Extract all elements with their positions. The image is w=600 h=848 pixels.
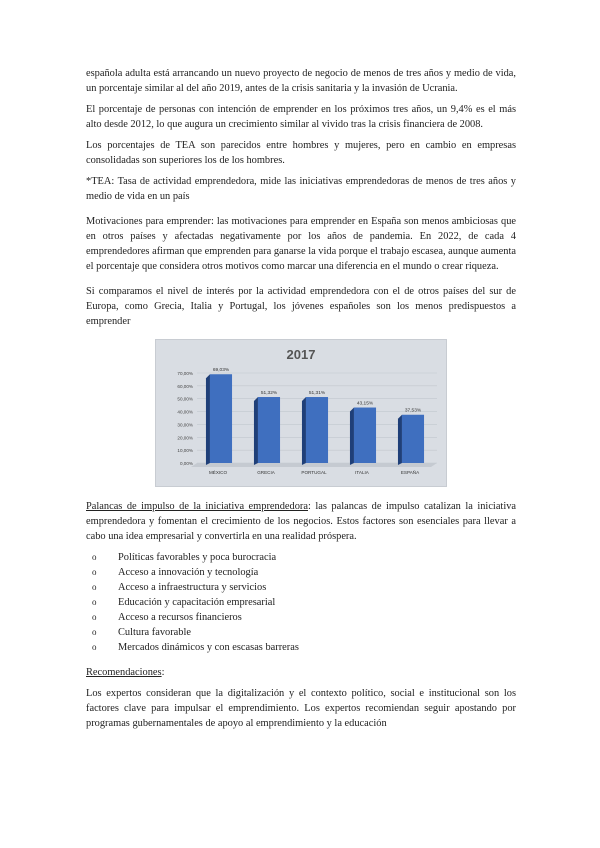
paragraph-gender: Los porcentajes de TEA son parecidos entre hombres y mujeres, pero en cambio en empresas consolidadas son superiores los de los hombres. xyxy=(86,140,516,166)
list-item xyxy=(92,550,516,565)
y-tick-label: 10,00% xyxy=(177,448,193,454)
paragraph-comparison: Si comparamos el nivel de interés por la actividad emprendedora con el de otros países del sur de Europa, como Grecia, Italia y Portugal, los jóvenes españoles son los menos predispuestos a emprender xyxy=(86,286,516,327)
list-item xyxy=(92,595,516,610)
list-item-text: Políticas favorables y poca burocracia xyxy=(118,552,277,563)
bullet-marker: o xyxy=(92,612,97,622)
x-tick-label: ESPAÑA xyxy=(400,470,420,475)
bar xyxy=(210,374,232,463)
bar-side xyxy=(398,415,402,465)
data-label: 69,03% xyxy=(212,368,230,374)
levers-heading: Palancas de impulso de la iniciativa emprendedora xyxy=(86,501,308,512)
recommendations-heading: Recomendaciones xyxy=(86,667,162,678)
x-tick-label: PORTUGAL xyxy=(301,470,327,475)
bullet-marker: o xyxy=(92,567,97,577)
paragraph-tea-definition: *TEA: Tasa de actividad emprendedora, mide las iniciativas emprendedoras de menos de tres años y medio de vida en un país xyxy=(86,176,516,202)
data-label: 37,53% xyxy=(404,408,422,414)
list-item xyxy=(92,565,516,580)
y-tick-label: 30,00% xyxy=(177,422,193,428)
paragraph-tea-activity: española adulta está arrancando un nuevo proyecto de negocio de menos de tres años y medio de vida, un porcentaje similar al del año 2019, antes de la crisis sanitaria y la invasión de Ucrania. xyxy=(86,68,516,94)
bullet-marker: o xyxy=(92,597,97,607)
bar xyxy=(354,408,376,463)
recommendations-colon: : xyxy=(161,667,165,678)
y-tick-label: 70,00% xyxy=(177,371,193,376)
x-tick-label: GRECIA xyxy=(257,470,275,475)
chart-svg xyxy=(155,339,447,487)
bullet-marker: o xyxy=(92,642,97,652)
levers-list xyxy=(86,550,516,655)
bar xyxy=(258,397,280,463)
y-tick-label: 20,00% xyxy=(177,435,193,441)
bar-side xyxy=(206,374,210,465)
x-tick-label: MÉXICO xyxy=(208,470,228,475)
bar-side xyxy=(254,397,258,465)
data-label: 51,31% xyxy=(308,391,326,397)
document-page xyxy=(86,66,516,737)
chart-title: 2017 xyxy=(286,347,316,362)
bar-side xyxy=(302,397,306,465)
list-item xyxy=(92,580,516,595)
data-label: 43,15% xyxy=(356,401,374,407)
bar xyxy=(402,415,424,463)
bullet-marker: o xyxy=(92,582,97,592)
y-tick-label: 0,00% xyxy=(179,461,193,466)
levers-text: : las palancas de impulso catalizan la iniciativa emprendedora y fomentan el crecimiento de los negocios. Estos factores son esenciales para llevar a cabo una idea empresarial y convertirla en una realidad próspera. xyxy=(86,501,517,542)
bullet-marker: o xyxy=(92,552,97,562)
recommendations-heading-line xyxy=(86,665,516,680)
data-label: 51,32% xyxy=(260,391,278,397)
bar-chart xyxy=(155,339,447,487)
paragraph-motivations: Motivaciones para emprender: las motivaciones para emprender en España son menos ambiciosas que en otros países y afectadas negativamente por los años de pandemia. En 2022, de cada 4 emprendedores afirman que emprenden para ganarse la vida porque el trabajo escasea, aunque aumenta el porcentaje que considera otros motivos como marcar una diferencia en el mundo o crear riqueza. xyxy=(86,216,516,272)
list-item-text: Mercados dinámicos y con escasas barreras xyxy=(118,642,299,653)
y-tick-label: 40,00% xyxy=(177,409,193,415)
paragraph-intention: El porcentaje de personas con intención de emprender en los próximos tres años, un 9,4% es el más alto desde 2012, lo que augura un crecimiento similar al vivido tras la crisis financiera de 2008. xyxy=(86,104,516,130)
y-tick-label: 50,00% xyxy=(177,396,193,402)
list-item xyxy=(92,625,516,640)
list-item xyxy=(92,610,516,625)
bar-side xyxy=(350,408,354,465)
bar xyxy=(306,397,328,463)
paragraph-recommendations: Los expertos consideran que la digitalización y el contexto político, social e institucional son los factores clave para impulsar el emprendimiento. Los expertos recomiendan seguir apostando por programas gubernamentales de apoyo al emprendimiento y la educación xyxy=(86,688,516,729)
bullet-marker: o xyxy=(92,627,97,637)
list-item-text: Cultura favorable xyxy=(118,627,191,638)
list-item-text: Acceso a infraestructura y servicios xyxy=(118,582,267,593)
list-item xyxy=(92,640,516,655)
list-item-text: Acceso a innovación y tecnología xyxy=(118,567,259,578)
paragraph-levers xyxy=(86,499,516,544)
list-item-text: Educación y capacitación empresarial xyxy=(118,597,276,608)
list-item-text: Acceso a recursos financieros xyxy=(118,612,242,623)
chart-container xyxy=(86,339,516,487)
x-tick-label: ITALIA xyxy=(355,470,369,475)
y-tick-label: 60,00% xyxy=(177,383,193,389)
